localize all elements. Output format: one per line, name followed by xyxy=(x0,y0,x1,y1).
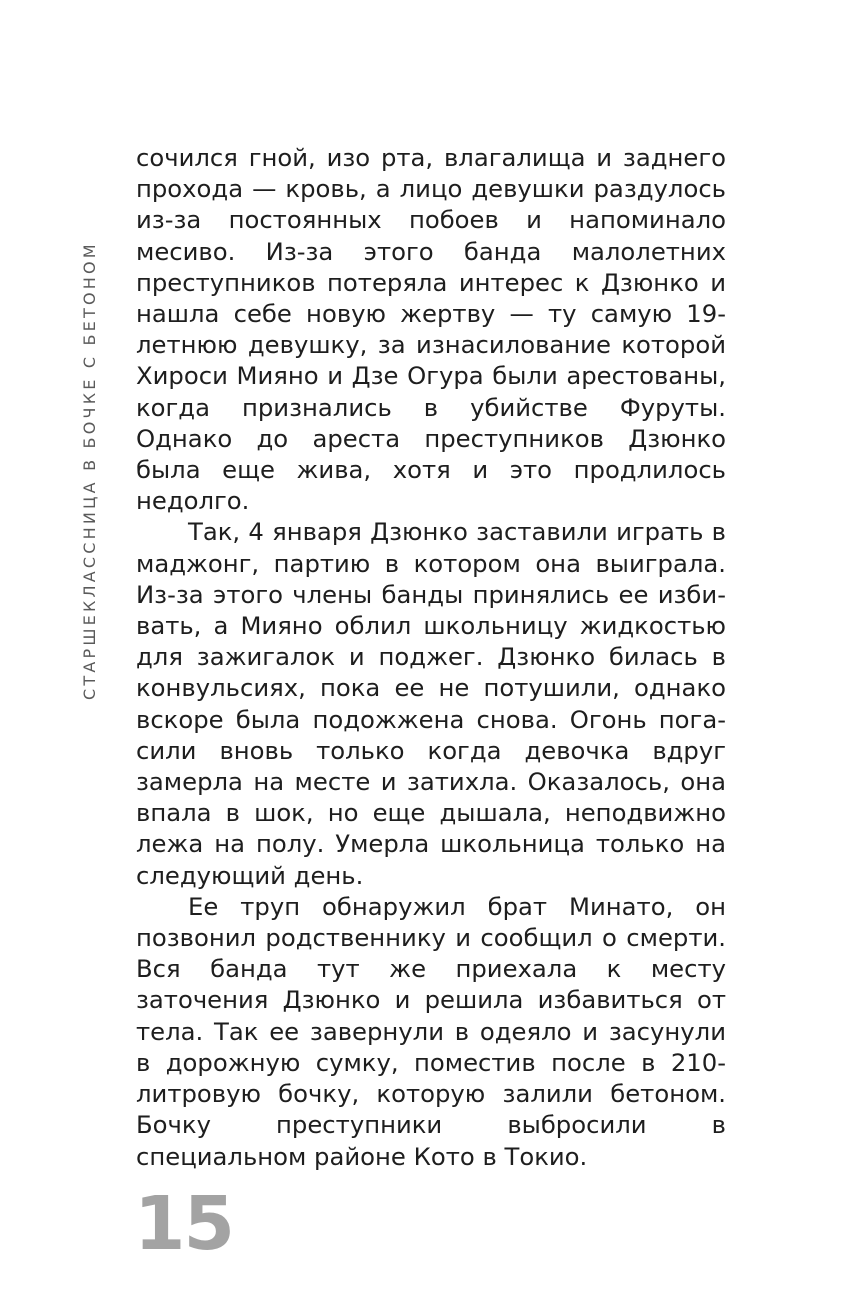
body-text xyxy=(136,142,726,1172)
running-head: СТАРШЕКЛАССНИЦА В БОЧКЕ С БЕТОНОМ xyxy=(80,241,99,700)
paragraph-3: Ее труп обнаружил брат Минато, он позвонил родственнику и сообщил о смерти. Вся банда тут же приехала к месту заточения Дзюнко и решила избавиться от тела. Так ее завернули в одеяло и засунули в дорожную сумку, поместив после в 210-литровую бочку, которую залили бетоном. Бочку преступники выбросили в специальном районе Кото в Токио. xyxy=(136,891,726,1171)
paragraph-2: Так, 4 января Дзюнко заставили играть в маджонг, партию в котором она выиграла. Из-за этого члены банды принялись ее избивать, а Мияно облил школьницу жидкостью для зажигалок и поджег. Дзюнко билась в конвульсиях, пока ее не потушили, однако вскоре была подожжена снова. Огонь погасили вновь только когда девочка вдруг замерла на месте и затихла. Оказалось, она впала в шок, но еще дышала, неподвижно лежа на полу. Умерла школьница только на следующий день. xyxy=(136,517,726,890)
page-number: 15 xyxy=(134,1181,233,1267)
paragraph-1: сочился гной, изо рта, влагалища и заднего прохода — кровь, а лицо девушки раздулось из-за постоянных побоев и напоминало месиво. Из-за этого банда малолетних преступников потеряла интерес к Дзюнко и нашла себе новую жертву — ту самую 19-летнюю девушку, за изнасилование которой Хироси Мияно и Дзе Огура были арестованы, когда признались в убийстве Фуруты. Однако до ареста преступников Дзюнко была еще жива, хотя и это продлилось недолго. xyxy=(136,143,726,516)
